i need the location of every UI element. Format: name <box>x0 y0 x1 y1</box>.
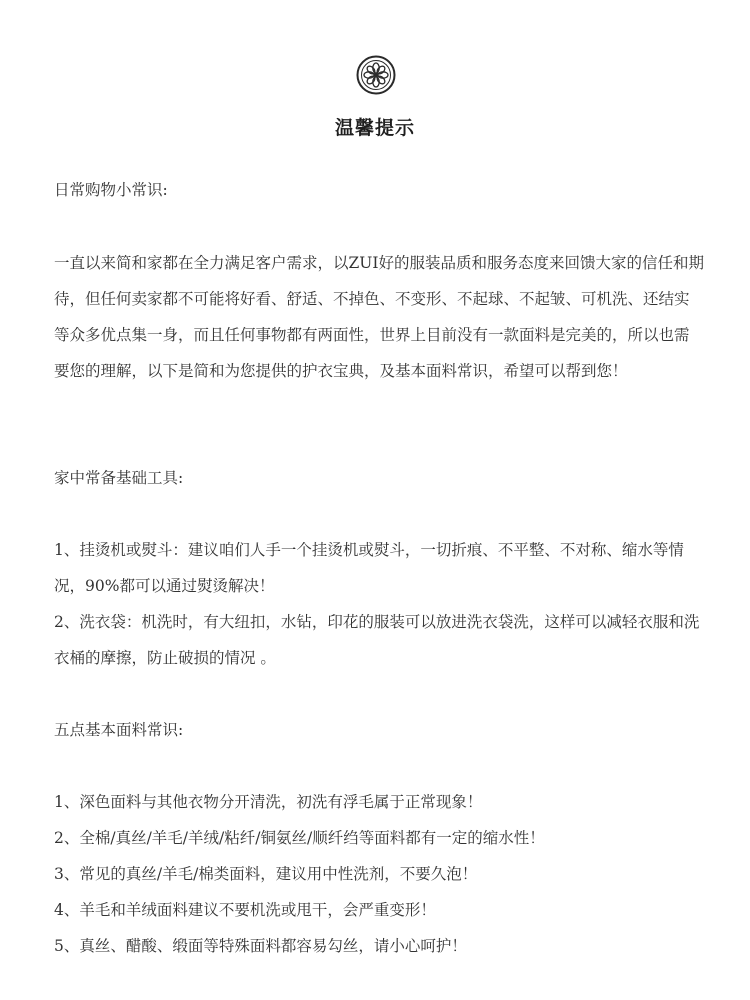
list-item: 5、真丝、醋酸、缎面等特殊面料都容易勾丝，请小心呵护！ <box>54 937 467 955</box>
tools-heading: 家中常备基础工具: <box>54 469 184 487</box>
daily-tips-body: 一直以来简和家都在全力满足客户需求，以ZUI好的服装品质和服务态度来回馈大家的信任和期待，但任何卖家都不可能将好看、舒适、不掉色、不变形、不起球、不起皱、可机洗、还结实等众多优点集一身，而且任何事物都有两面性，世界上目前没有一款面料是完美的，所以也需要您的理解，以下是简和为您提供的护衣宝典，及基本面料常识，希望可以帮到您！ <box>54 254 704 380</box>
list-item: 1、挂烫机或熨斗：建议咱们人手一个挂烫机或熨斗，一切折痕、不平整、不对称、缩水等情况，90%都可以通过熨烫解决！ <box>54 541 684 595</box>
list-item: 3、常见的真丝/羊毛/棉类面料，建议用中性洗剂，不要久泡！ <box>54 865 478 883</box>
list-item: 1、深色面料与其他衣物分开清洗，初洗有浮毛属于正常现象！ <box>54 793 483 811</box>
daily-tips-heading: 日常购物小常识: <box>54 181 168 199</box>
page-title: 温馨提示 <box>334 117 415 139</box>
list-item: 4、羊毛和羊绒面料建议不要机洗或甩干，会严重变形！ <box>54 901 436 919</box>
list-item: 2、全棉/真丝/羊毛/羊绒/粘纤/铜氨丝/顺纤绉等面料都有一定的缩水性！ <box>54 829 545 847</box>
fabric-heading: 五点基本面料常识: <box>54 721 184 739</box>
flower-seal-icon <box>356 55 396 95</box>
list-item: 2、洗衣袋：机洗时，有大纽扣，水钻，印花的服装可以放进洗衣袋洗，这样可以减轻衣服和洗衣桶的摩擦，防止破损的情况 。 <box>54 613 700 667</box>
